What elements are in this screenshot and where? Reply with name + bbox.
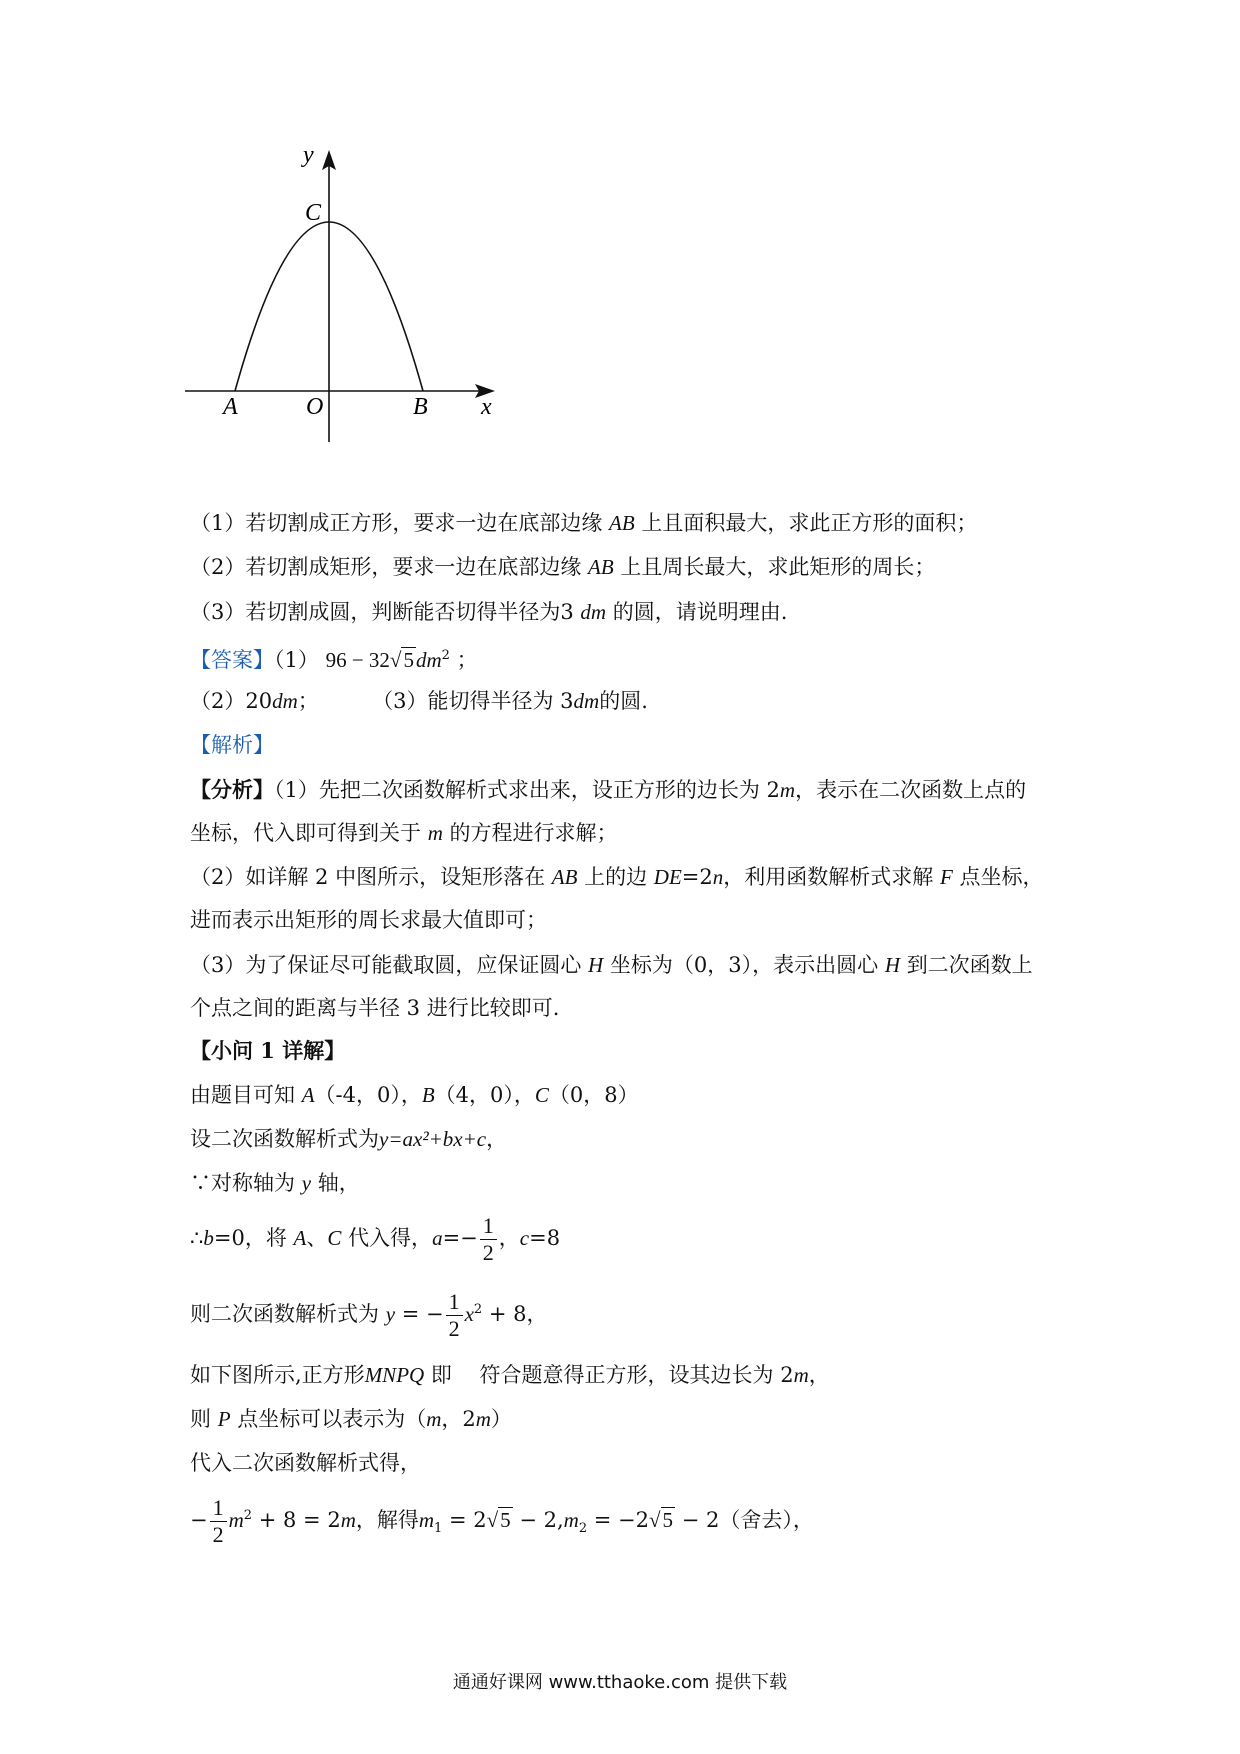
text: 点坐标， — [959, 865, 1044, 889]
analysis-p1-cont — [190, 818, 618, 848]
answer-line-2 — [190, 686, 648, 716]
math: m — [426, 1407, 442, 1431]
detail-tag: 【小问 1 详解】 — [190, 1038, 346, 1063]
text: （1）若切割成正方形，要求一边在底部边缘 — [190, 511, 603, 535]
radicand: 5 — [500, 1508, 511, 1532]
parabola-svg — [185, 150, 565, 500]
denominator: 2 — [482, 1240, 494, 1265]
text: （2）若切割成矩形，要求一边在底部边缘 — [190, 555, 582, 579]
detail-l4 — [190, 1208, 560, 1268]
text: ； — [297, 689, 319, 713]
sqrt-expression: √5 — [649, 1508, 674, 1532]
analysis-tag-line — [190, 730, 274, 760]
text: 上且周长最大，求此矩形的周长； — [620, 555, 936, 579]
subscript: 1 — [434, 1521, 443, 1537]
math: m — [475, 1407, 491, 1431]
denominator: 2 — [212, 1522, 224, 1547]
math: A — [293, 1226, 307, 1250]
text: 代入二次函数解析式得， — [190, 1451, 421, 1475]
text: ∴ — [190, 1226, 204, 1250]
math: H — [884, 953, 900, 977]
math: m — [427, 821, 443, 845]
math: dm — [580, 600, 607, 624]
math: 96 − 32 — [325, 648, 390, 672]
text: = − — [395, 1302, 444, 1326]
text: − — [190, 1508, 208, 1532]
text: =0，将 — [213, 1226, 287, 1250]
detail-l1 — [190, 1080, 639, 1110]
text: 如下图所示,正方形 — [190, 1363, 365, 1387]
text: 轴， — [317, 1171, 360, 1195]
exponent: 2 — [441, 648, 450, 663]
fraction — [446, 1289, 463, 1342]
analysis-tag: 【解析】 — [190, 733, 274, 757]
text: + 8 — [482, 1302, 527, 1326]
numerator: 1 — [210, 1495, 227, 1522]
math: m — [418, 1508, 435, 1532]
text: （1） — [274, 648, 319, 672]
math: b — [203, 1226, 214, 1250]
math: F — [939, 865, 953, 889]
math: m — [228, 1508, 244, 1532]
text: （3）能切得半径为 3 — [372, 689, 574, 713]
parabola-figure — [185, 150, 565, 500]
analysis-p1 — [190, 775, 1026, 805]
text: 点坐标可以表示为（ — [237, 1407, 427, 1431]
denominator: 2 — [448, 1316, 460, 1341]
question-3 — [190, 597, 787, 627]
x-axis-label: x — [481, 394, 492, 420]
math: n — [712, 865, 724, 889]
analysis-p2-cont — [190, 905, 547, 935]
question-2 — [190, 552, 935, 582]
text: （4，0）， — [434, 1083, 535, 1107]
math: AB — [609, 511, 635, 535]
answer-line-1 — [190, 641, 478, 675]
math: m — [779, 778, 796, 802]
detail-l3 — [190, 1168, 360, 1198]
text: ， — [498, 1226, 520, 1250]
text: 设二次函数解析式为 — [190, 1127, 379, 1151]
text: （舍去）， — [719, 1508, 814, 1532]
text: ，利用函数解析式求解 — [723, 865, 934, 889]
text: − 2, — [512, 1508, 564, 1532]
math: DE — [653, 865, 682, 889]
detail-l8 — [190, 1448, 421, 1478]
detail-l5 — [190, 1280, 547, 1344]
text: + 8 = 2 — [252, 1508, 341, 1532]
math: m — [793, 1363, 809, 1387]
text: = 2 — [442, 1508, 487, 1532]
text: 到二次函数上 — [906, 953, 1033, 977]
text: 个点之间的距离与半径 3 进行比较即可. — [190, 996, 560, 1020]
math: C — [327, 1226, 342, 1250]
text: 即 符合题意得正方形，设其边长为 2 — [430, 1363, 794, 1387]
numerator: 1 — [446, 1289, 463, 1316]
text: ， — [486, 1127, 508, 1151]
text: 的圆. — [599, 689, 648, 713]
text: 则 — [190, 1407, 211, 1431]
text: （3）若切割成圆，判断能否切得半径为3 — [190, 600, 574, 624]
text: 进而表示出矩形的周长求最大值即可； — [190, 908, 547, 932]
text: − 2 — [675, 1508, 720, 1532]
text: 、 — [306, 1226, 328, 1250]
text: 坐标，代入即可得到关于 — [190, 821, 421, 845]
footer-credit: 通通好课网 www.tthaoke.com 提供下载 — [452, 1672, 788, 1693]
detail-tag-line — [190, 1036, 345, 1066]
point-c-label: C — [305, 200, 322, 226]
math: m — [340, 1508, 356, 1532]
analysis-p2 — [190, 862, 1043, 892]
math: x — [464, 1302, 474, 1326]
text: （2）20 — [190, 689, 273, 713]
radicand: 5 — [403, 648, 414, 672]
radicand: 5 — [662, 1508, 674, 1532]
text: （2）如详解 2 中图所示，设矩形落在 — [190, 865, 546, 889]
math: y=ax²+bx+c — [379, 1127, 487, 1151]
text: （-4，0）， — [314, 1083, 422, 1107]
math: AB — [551, 865, 578, 889]
math: C — [534, 1083, 549, 1107]
detail-l7 — [190, 1404, 512, 1434]
text: 代入得， — [348, 1226, 433, 1250]
math: B — [421, 1083, 435, 1107]
fenxi-tag: 【分析】 — [190, 777, 274, 802]
text: = −2 — [587, 1508, 649, 1532]
detail-l9 — [190, 1486, 814, 1559]
sqrt-expression: √5 — [389, 648, 414, 672]
math: MNPQ — [364, 1363, 425, 1387]
text: ，表示在二次函数上点的 — [795, 778, 1027, 802]
math: A — [301, 1083, 315, 1107]
text: ，2 — [441, 1407, 476, 1431]
sqrt-expression: √5 — [486, 1508, 511, 1532]
text: ， — [808, 1363, 830, 1387]
text: （0，8） — [548, 1083, 639, 1107]
math: H — [588, 953, 604, 977]
text: 的圆，请说明理由. — [612, 600, 788, 624]
subscript: 2 — [578, 1521, 588, 1537]
unit: dm — [272, 689, 298, 713]
exponent: 2 — [473, 1302, 483, 1317]
text: =2 — [681, 865, 713, 889]
text: 上的边 — [584, 865, 648, 889]
math: a — [432, 1226, 443, 1250]
point-b-label: B — [413, 394, 428, 420]
text: ， — [526, 1302, 548, 1326]
text: （1）先把二次函数解析式求出来，设正方形的边长为 2 — [274, 778, 780, 802]
detail-l6 — [190, 1360, 830, 1390]
math: AB — [588, 555, 614, 579]
text: =8 — [529, 1226, 561, 1250]
text: 坐标为（0，3），表示出圆心 — [609, 953, 879, 977]
text: （3）为了保证尽可能截取圆，应保证圆心 — [190, 953, 582, 977]
fraction — [210, 1495, 227, 1548]
unit: dm — [415, 648, 442, 672]
text: ∵对称轴为 — [190, 1171, 295, 1195]
math: y — [385, 1302, 396, 1326]
origin-label: O — [306, 394, 324, 420]
answer-tag: 【答案】 — [190, 648, 274, 672]
analysis-p3-cont — [190, 993, 559, 1023]
text: 的方程进行求解； — [449, 821, 618, 845]
math: c — [519, 1226, 530, 1250]
text: 则二次函数解析式为 — [190, 1302, 379, 1326]
text: ； — [456, 648, 478, 672]
text: ，解得 — [355, 1508, 419, 1532]
numerator: 1 — [480, 1213, 497, 1240]
math: m — [563, 1508, 579, 1532]
text: 由题目可知 — [190, 1083, 295, 1107]
text: ） — [490, 1407, 512, 1431]
analysis-p3 — [190, 950, 1033, 980]
math: y — [301, 1171, 312, 1195]
text: =− — [442, 1226, 478, 1250]
math: P — [217, 1407, 231, 1431]
point-a-label: A — [223, 394, 238, 420]
unit: dm — [573, 689, 600, 713]
detail-l2 — [190, 1124, 507, 1154]
exponent: 2 — [243, 1508, 253, 1523]
text: 上且面积最大，求此正方形的面积； — [641, 511, 978, 535]
question-1 — [190, 508, 977, 538]
y-axis-label: y — [303, 150, 314, 168]
fraction — [480, 1213, 497, 1266]
